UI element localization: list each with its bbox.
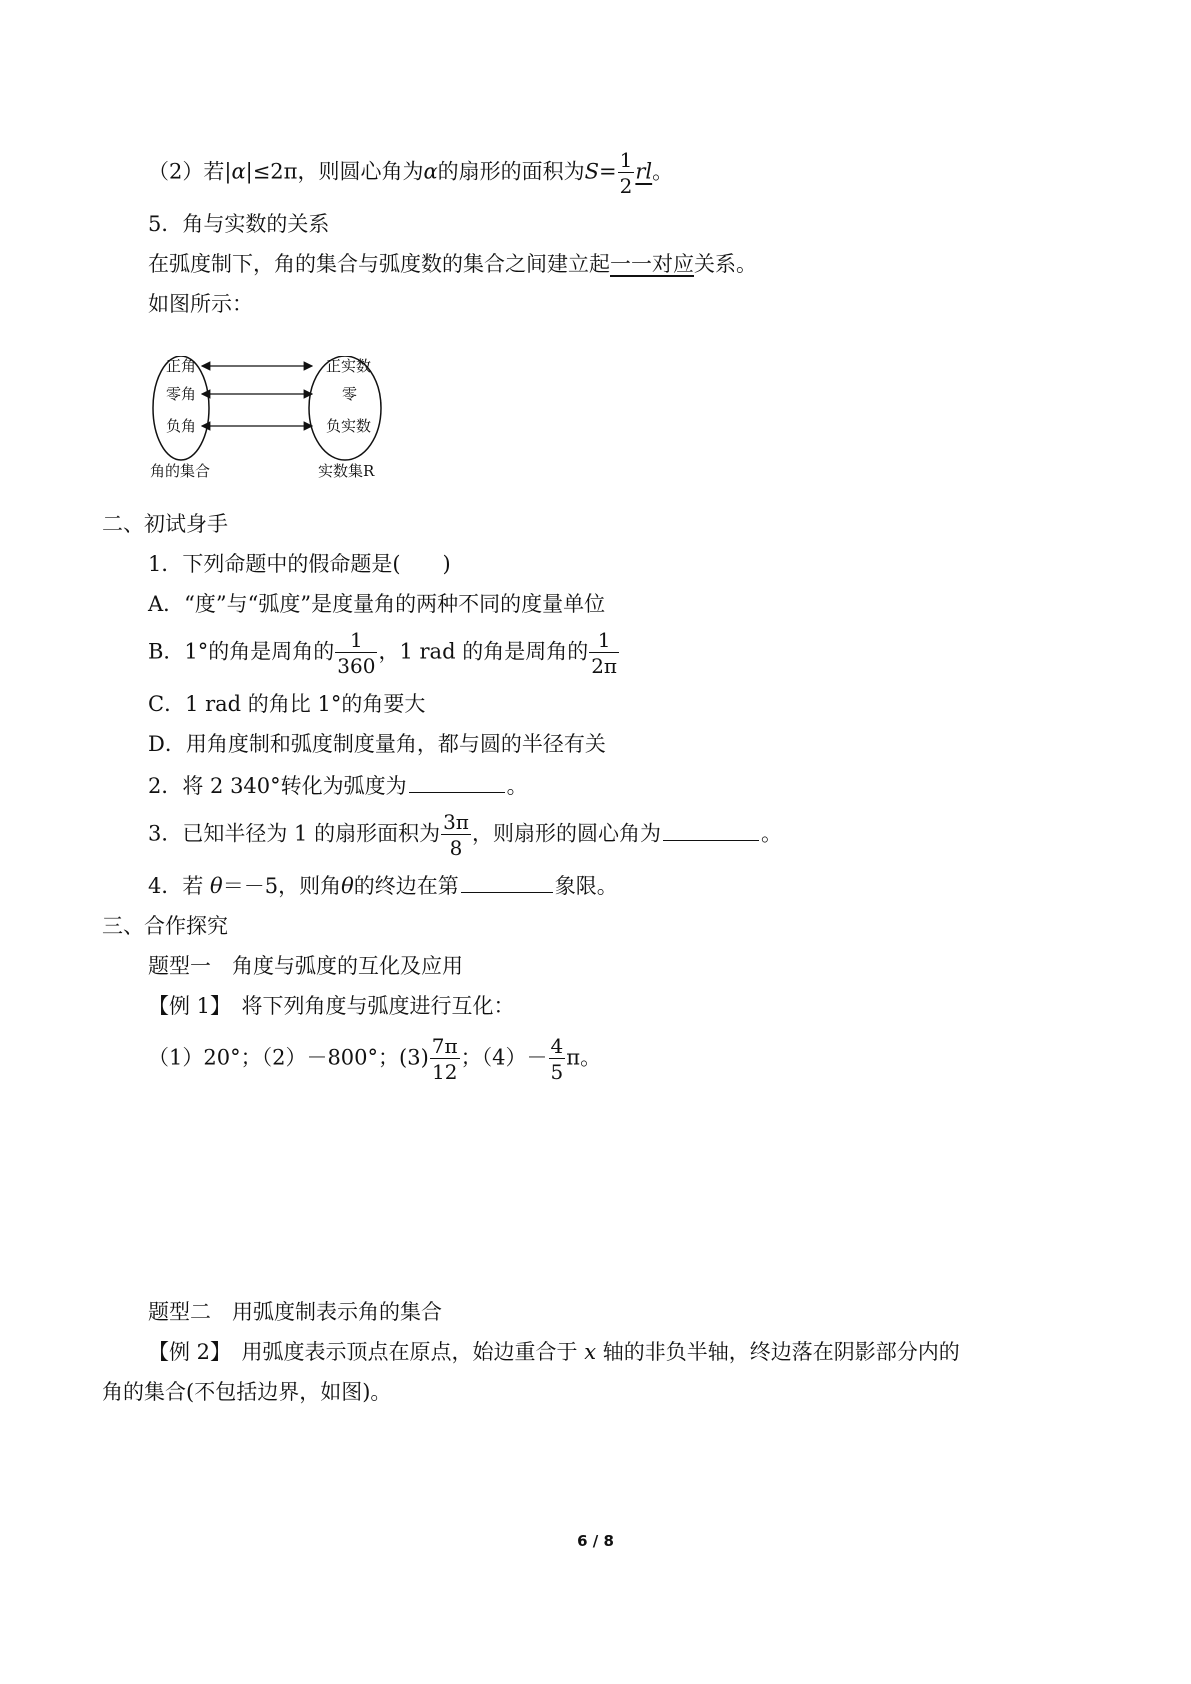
figure-intro: 如图所示： <box>148 292 253 316</box>
q1-option-c: C．1 rad 的角比 1°的角要大 <box>148 692 426 716</box>
example-2-line-2: 角的集合(不包括边界，如图)。 <box>102 1380 392 1404</box>
left-item-zero: 零角 <box>166 385 197 403</box>
left-item-negative: 负角 <box>166 417 197 435</box>
sector-area-formula: （2）若|α|≤2π，则圆心角为α的扇形的面积为S= $\frac{1}{2}$ rl。 <box>148 148 674 198</box>
type-1-heading: 题型一 角度与弧度的互化及应用 <box>148 954 463 978</box>
fraction-1-360: $\frac{1}{360}$ <box>337 628 376 678</box>
example-1-prompt: 【例 1】 将下列角度与弧度进行互化： <box>148 994 515 1018</box>
q2: 2．将 2 340°转化为弧度为 。 <box>148 774 528 798</box>
fraction-4-5: $\frac{4}{5}$ <box>550 1034 564 1084</box>
section-3-title: 三、合作探究 <box>102 914 228 938</box>
section-2-title: 二、初试身手 <box>102 512 228 536</box>
q3: 3．已知半径为 1 的扇形面积为 $\frac{3\pi}{8}$ ，则扇形的圆心角为 。 <box>148 810 782 860</box>
q1-option-d: D．用角度制和弧度制度量角，都与圆的半径有关 <box>148 732 606 756</box>
real-set-label: 实数集R <box>318 462 375 480</box>
fraction-1-2pi: $\frac{1}{2\pi}$ <box>591 628 618 678</box>
answer-blank[interactable] <box>461 874 553 893</box>
q1-stem: 1．下列命题中的假命题是( ) <box>148 552 451 576</box>
right-item-zero: 零 <box>342 385 358 403</box>
left-item-positive: 正角 <box>166 357 197 375</box>
q4: 4．若 θ＝－5，则角θ的终边在第 象限。 <box>148 874 618 898</box>
right-item-positive: 正实数 <box>326 357 372 375</box>
fraction-one-half: $\frac{1}{2}$ <box>619 148 633 198</box>
q1-option-b: B．1°的角是周角的 $\frac{1}{360}$ ，1 rad 的角是周角的 $\frac{1}{2\pi}$ <box>148 628 618 678</box>
one-to-one-text: 在弧度制下，角的集合与弧度数的集合之间建立起一一对应关系。 <box>148 252 757 276</box>
example-2-line-1: 【例 2】 用弧度表示顶点在原点，始边重合于 x 轴的非负半轴，终边落在阴影部分内的 <box>148 1340 960 1364</box>
example-1-items: （1）20°；（2）－800°；(3) $\frac{7\pi}{12}$ ；（4）－ $\frac{4}{5}$ π。 <box>148 1034 602 1084</box>
fraction-3pi-8: $\frac{3\pi}{8}$ <box>443 810 469 860</box>
fraction-7pi-12: $\frac{7\pi}{12}$ <box>431 1034 458 1084</box>
answer-blank[interactable] <box>663 822 759 841</box>
angle-set-label: 角的集合 <box>150 462 211 480</box>
right-item-negative: 负实数 <box>326 417 372 435</box>
q1-option-a: A．“度”与“弧度”是度量角的两种不同的度量单位 <box>148 592 606 616</box>
answer-blank[interactable] <box>409 774 505 793</box>
type-2-heading: 题型二 用弧度制表示角的集合 <box>148 1300 442 1324</box>
page-number: 6 / 8 <box>577 1532 614 1550</box>
angle-real-correspondence-diagram <box>150 356 395 486</box>
section-5-heading: 5．角与实数的关系 <box>148 212 330 236</box>
